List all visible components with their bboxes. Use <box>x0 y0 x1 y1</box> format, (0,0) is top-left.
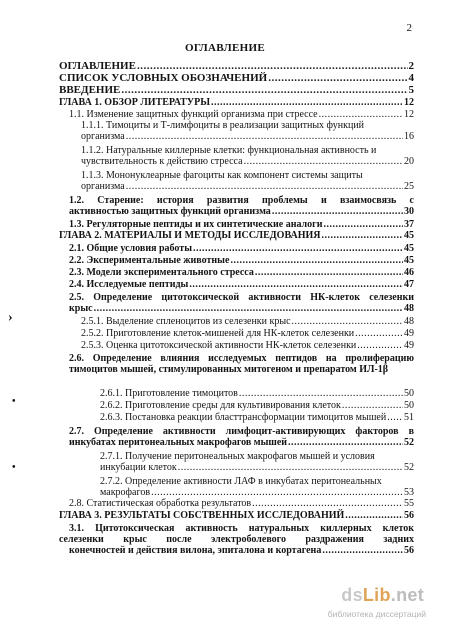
toc-entry[interactable]: 2.5.2. Приготовление клеток-мишеней для НК-клеток селезенки ..... 49 <box>81 329 414 339</box>
toc-entry[interactable]: 1.1.1. Тимоциты и Т-лимфоциты в реализации защитных функций организма ..... 16 <box>81 120 414 142</box>
toc-entry[interactable]: ОГЛАВЛЕНИЕ ..... 2 <box>59 61 414 72</box>
toc-entry[interactable]: 2.5. Определение цитотоксической активности НК-клеток селезенки крыс ..... 48 <box>69 292 414 314</box>
toc-entry[interactable]: 2.6. Определение влияния исследуемых пептидов на пролиферацию тимоцитов мышей, стимулированных митогеном и препаратом ИЛ-1β <box>69 353 414 375</box>
toc-entry[interactable]: 2.6.3. Постановка реакции бласттрансформации тимоцитов мышей ..... 51 <box>100 413 414 423</box>
toc-entry[interactable]: 2.8. Статистическая обработка результатов ..... 55 <box>69 499 414 509</box>
toc-entry[interactable]: 2.3. Модели экспериментального стресса ..... 46 <box>69 268 414 278</box>
toc-entry[interactable]: 1.1.3. Мононуклеарные фагоциты как компонент системы защиты организма ..... 25 <box>81 170 414 192</box>
scan-mark: › <box>8 310 13 325</box>
toc-entry[interactable]: 1.3. Регуляторные пептиды и их синтетические аналоги ..... 37 <box>69 220 414 230</box>
toc-entry[interactable]: ГЛАВА 3. РЕЗУЛЬТАТЫ СОБСТВЕННЫХ ИССЛЕДОВАНИЙ ..... 56 <box>59 511 414 521</box>
toc-entry[interactable]: 2.7.1. Получение перитонеальных макрофагов мышей и условия инкубации клеток ..... 52 <box>100 451 414 473</box>
scan-mark: • <box>12 462 16 473</box>
toc-entry[interactable]: ГЛАВА 1. ОБЗОР ЛИТЕРАТУРЫ ..... 12 <box>59 98 414 108</box>
scan-mark: • <box>12 396 16 407</box>
watermark-logo: dsLib.net <box>341 585 424 605</box>
page-number: 2 <box>406 22 412 34</box>
page-title: ОГЛАВЛЕНИЕ <box>185 42 265 54</box>
toc-entry[interactable]: 2.6.1. Приготовление тимоцитов ..... 50 <box>100 389 414 399</box>
toc-entry[interactable]: 1.1. Изменение защитных функций организма при стрессе ..... 12 <box>69 110 414 120</box>
toc-entry[interactable]: 2.7. Определение активности лимфоцит-активирующих факторов в инкубатах перитонеальных макрофагов мышей ..... 52 <box>69 426 414 448</box>
toc-entry[interactable]: 2.1. Общие условия работы ..... 45 <box>69 244 414 254</box>
toc-entry[interactable]: 2.4. Исследуемые пептиды ..... 47 <box>69 280 414 290</box>
toc-entry[interactable]: 1.2. Старение: история развития проблемы и взаимосвязь с активностью защитных функций организма ..... 30 <box>69 195 414 217</box>
toc-entry[interactable]: 2.5.3. Оценка цитотоксической активности НК-клеток селезенки ..... 49 <box>81 341 414 351</box>
toc-entry[interactable]: 3.1. Цитотоксическая активность натуральных киллерных клеток селезенки крыс после электроболевого раздражения задних конечностей и действия вилона, эпиталона и кортагена ..... 56 <box>69 523 414 556</box>
toc-entry[interactable]: 1.1.2. Натуральные киллерные клетки: функциональная активность и чувствительность к действию стресса ..... 20 <box>81 145 414 167</box>
toc-entry[interactable]: 2.5.1. Выделение спленоцитов из селезенки крыс ..... 48 <box>81 317 414 327</box>
watermark <box>322 585 432 621</box>
toc-entry[interactable]: 2.6.2. Приготовление среды для культивирования клеток ..... 50 <box>100 401 414 411</box>
toc-entry[interactable]: 2.7.2. Определение активности ЛАФ в инкубатах перитонеальных макрофагов ..... 53 <box>100 476 414 498</box>
toc-entry[interactable]: ВВЕДЕНИЕ ..... 5 <box>59 85 414 96</box>
toc-entry[interactable]: СПИСОК УСЛОВНЫХ ОБОЗНАЧЕНИЙ ..... 4 <box>59 73 414 84</box>
toc-entry[interactable]: ГЛАВА 2. МАТЕРИАЛЫ И МЕТОДЫ ИССЛЕДОВАНИЯ ..... 45 <box>59 231 414 241</box>
watermark-subtitle: библиотека диссертаций <box>327 609 426 619</box>
toc-entry[interactable]: 2.2. Экспериментальные животные ..... 45 <box>69 256 414 266</box>
